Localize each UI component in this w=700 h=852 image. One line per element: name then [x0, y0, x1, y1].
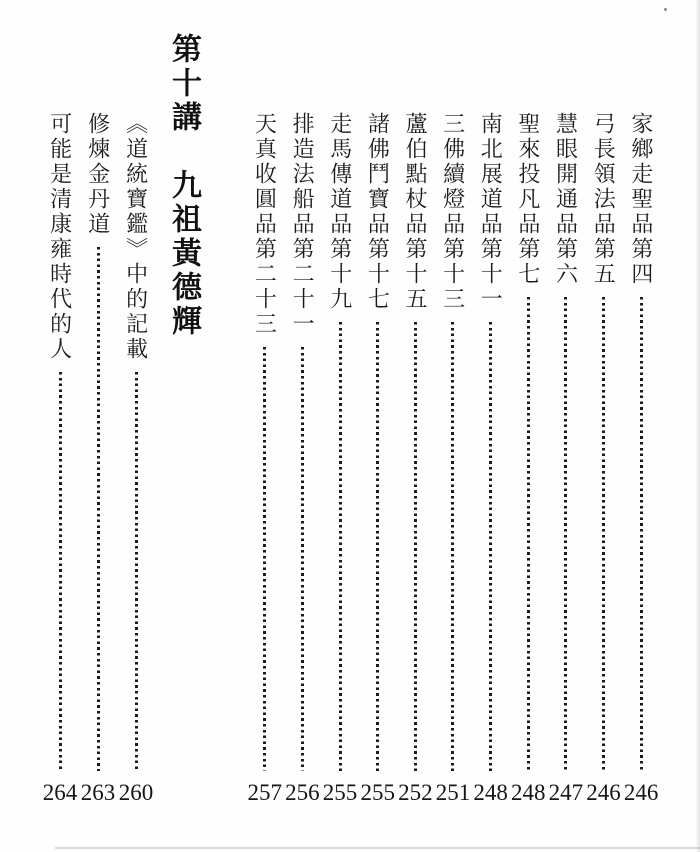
dotted-leader	[263, 347, 266, 771]
toc-entry	[509, 112, 547, 806]
entry-page-number: 246	[623, 780, 659, 805]
entry-title: 家鄉走聖品第四	[628, 112, 654, 287]
toc-entry	[359, 112, 397, 806]
dotted-leader	[564, 297, 567, 771]
entry-page-number: 247	[548, 780, 584, 805]
toc-entry	[472, 112, 510, 806]
entry-title: 聖來投凡品第七	[515, 112, 541, 287]
entry-title: 南北展道品第十一	[478, 112, 504, 312]
dotted-leader	[59, 372, 62, 771]
toc-entry	[284, 112, 322, 806]
dotted-leader	[489, 322, 492, 771]
entry-title: 天真收圓品第二十三	[252, 112, 278, 337]
toc-entry	[321, 112, 359, 806]
dotted-leader	[527, 297, 530, 771]
toc-entry	[622, 112, 660, 806]
entry-page-number: 257	[247, 780, 283, 805]
entry-page-number: 256	[285, 780, 320, 805]
entry-page-number: 248	[511, 780, 546, 805]
toc-entry	[246, 112, 284, 806]
dotted-leader	[414, 322, 417, 771]
toc-entry	[434, 112, 472, 806]
toc-entry	[585, 112, 623, 806]
entry-title: 走馬傳道品第十九	[327, 112, 353, 312]
entry-title: 排造法船品第二十一	[290, 112, 316, 337]
entry-page-number: 248	[473, 780, 508, 805]
entry-title: 諸佛鬥寶品第十七	[365, 112, 391, 312]
entry-title: 《道統寶鑑》中的記載	[123, 112, 149, 362]
dotted-leader	[339, 322, 342, 771]
entry-page-number: 251	[435, 780, 471, 805]
dotted-leader	[97, 247, 100, 771]
entry-page-number: 264	[42, 780, 78, 805]
scan-speck	[664, 8, 667, 11]
lecture-heading: 第十講 九祖黃德輝	[167, 33, 200, 339]
entry-title: 可能是清康雍時代的人	[47, 112, 73, 362]
entry-page-number: 255	[360, 780, 395, 805]
entry-page-number: 263	[80, 780, 116, 805]
dotted-leader	[301, 347, 304, 771]
toc-entry	[397, 112, 435, 806]
dotted-leader	[602, 297, 605, 771]
dotted-leader	[135, 372, 138, 771]
toc-entry	[117, 112, 155, 806]
dotted-leader	[451, 322, 454, 771]
dotted-leader	[376, 322, 379, 771]
entry-page-number: 255	[322, 780, 358, 805]
scan-edge-shadow	[695, 0, 700, 852]
toc-entry	[41, 112, 79, 806]
entry-title: 蘆伯點杖品第十五	[402, 112, 428, 312]
dotted-leader	[640, 297, 643, 771]
entry-page-number: 246	[586, 780, 621, 805]
toc-entry	[547, 112, 585, 806]
scan-bottom-line	[55, 847, 700, 849]
chapter-entries-group	[246, 112, 660, 806]
entry-title: 三佛續燈品第十三	[440, 112, 466, 312]
entry-page-number: 260	[118, 780, 154, 805]
toc-entry	[79, 112, 117, 806]
entry-title: 修煉金丹道	[85, 112, 111, 237]
entry-page-number: 252	[398, 780, 433, 805]
entry-title: 慧眼開通品第六	[553, 112, 579, 287]
entry-title: 弓長領法品第五	[591, 112, 617, 287]
lecture-subentries-group	[41, 112, 155, 806]
